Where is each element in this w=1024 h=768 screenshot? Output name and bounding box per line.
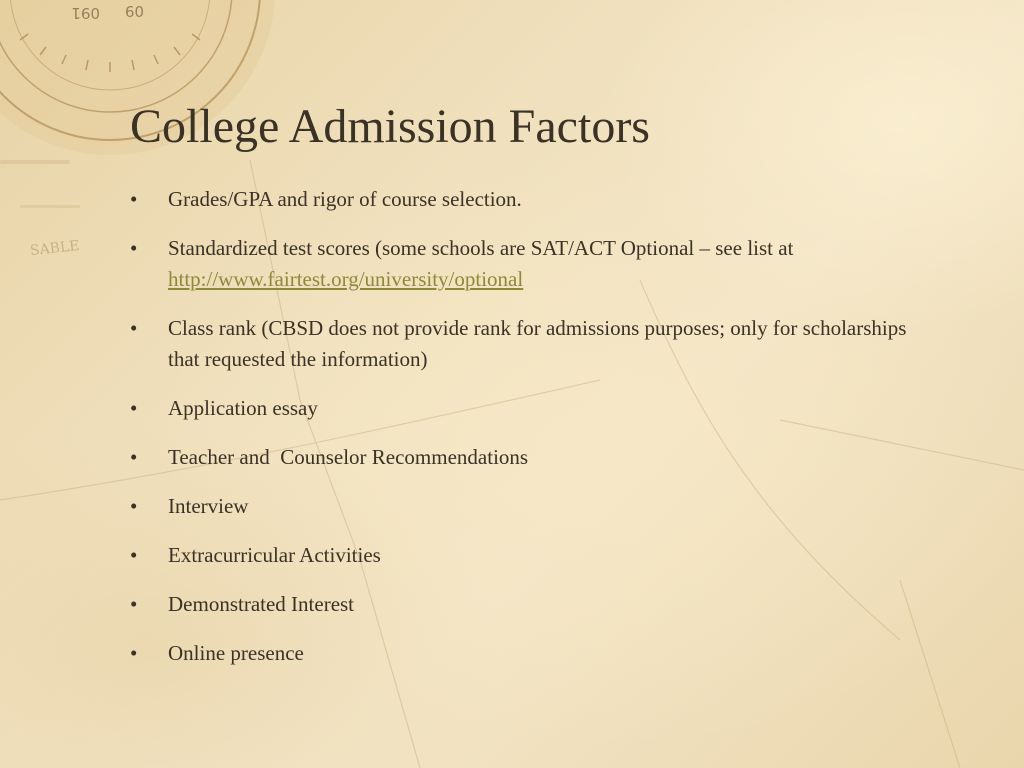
bullet-icon: • — [130, 396, 138, 420]
list-item — [130, 393, 930, 424]
list-item-text: Demonstrated Interest — [168, 592, 355, 616]
bullet-icon: • — [130, 494, 138, 518]
list-item-text: Online presence — [168, 641, 304, 665]
list-item-text: Application essay — [168, 396, 318, 420]
list-item — [130, 638, 930, 669]
bullet-icon: • — [130, 316, 138, 340]
list-item-text: Standardized test scores (some schools are SAT/ACT Optional – see list at — [168, 236, 794, 260]
bullet-list — [130, 184, 930, 687]
list-item — [130, 442, 930, 473]
list-item — [130, 491, 930, 522]
compass-number-2: 09 — [124, 2, 144, 20]
bullet-icon: • — [130, 445, 138, 469]
list-item-text: Extracurricular Activities — [168, 543, 381, 567]
bullet-icon: • — [130, 543, 138, 567]
list-item — [130, 233, 930, 295]
list-item-text: Interview — [168, 494, 249, 518]
list-item-text: Class rank (CBSD does not provide rank for admissions purposes; only for scholarships that requested the information) — [168, 316, 907, 371]
slide-title: College Admission Factors — [130, 100, 650, 153]
bullet-icon: • — [130, 641, 138, 665]
fairtest-link[interactable]: http://www.fairtest.org/university/optional — [168, 267, 524, 291]
list-item — [130, 313, 930, 375]
list-item-text: Teacher and Counselor Recommendations — [168, 445, 529, 469]
map-faint-text: SABLE — [29, 238, 81, 260]
list-item — [130, 184, 930, 215]
bullet-icon: • — [130, 187, 138, 211]
bullet-icon: • — [130, 236, 138, 260]
list-item — [130, 589, 930, 620]
compass-number-1: 091 — [71, 4, 100, 22]
list-item — [130, 540, 930, 571]
bullet-icon: • — [130, 592, 138, 616]
list-item-text: Grades/GPA and rigor of course selection. — [168, 187, 522, 211]
